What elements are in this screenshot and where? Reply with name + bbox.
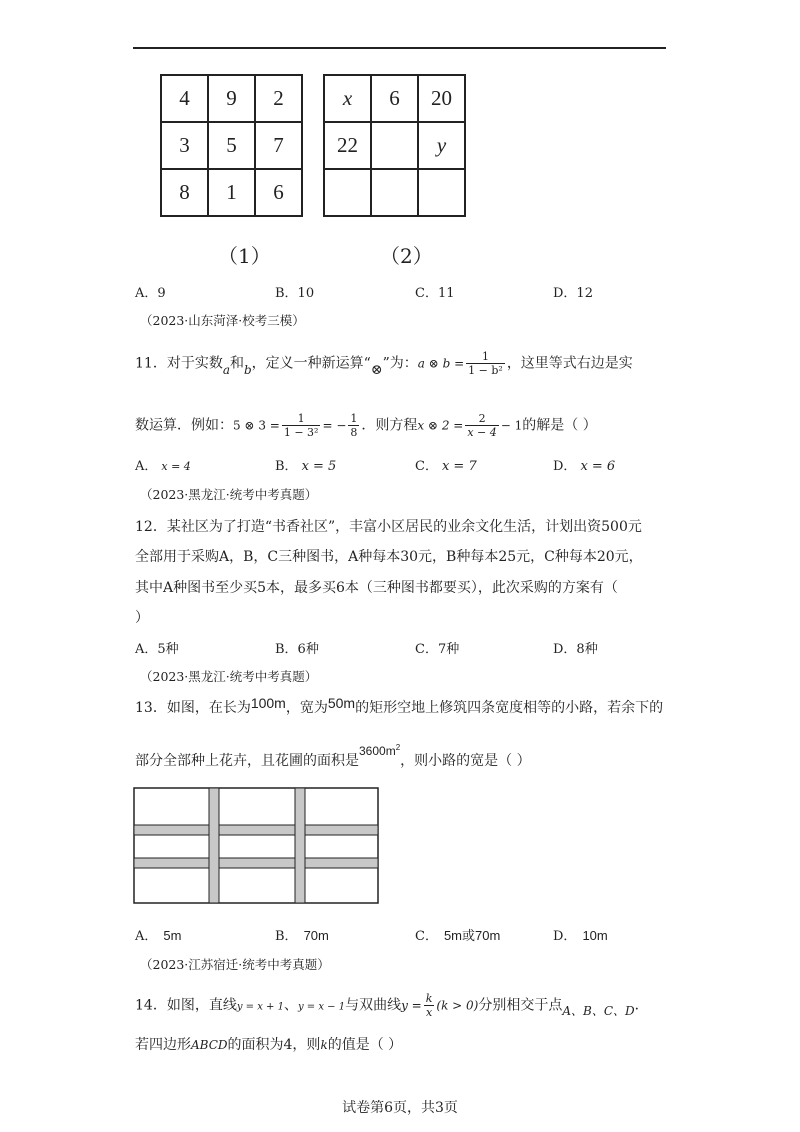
fraction-denominator: x − 4	[467, 426, 497, 439]
q12-option-b: B．6种	[275, 642, 319, 657]
q14-text: 、	[283, 997, 298, 1014]
option-label: C．	[415, 929, 438, 944]
page-footer: 试卷第6页，共3页	[342, 1100, 458, 1116]
q11-def-fraction	[466, 350, 505, 377]
fraction-numerator: 1	[350, 412, 358, 425]
q14-line-1	[135, 992, 649, 1019]
q14-text: 14．如图，直线	[135, 997, 237, 1014]
q12-line-4: ）	[135, 610, 149, 626]
source-q13: （2023·黑龙江·统考中考真题）	[140, 669, 318, 684]
grid2-cell	[371, 122, 418, 169]
q14-hyperbola-fraction	[424, 992, 435, 1019]
grid1-cell: 9	[208, 75, 255, 122]
q13-line-2	[135, 743, 531, 770]
source-q11: （2023·山东菏泽·校考三模）	[140, 313, 305, 328]
option-label: B．	[275, 929, 298, 944]
q13-option-b	[275, 925, 329, 944]
q11-def-lhs: a ⊗ b =	[417, 356, 465, 371]
option-value: x = 6	[580, 459, 616, 474]
q13-option-a	[135, 925, 181, 944]
q11-line-1	[135, 350, 633, 377]
q14-text: ．	[634, 997, 649, 1014]
grid1-cell: 6	[255, 169, 302, 216]
q13-line-1	[135, 697, 663, 717]
grid2-cell	[418, 169, 465, 216]
fraction-numerator: 1	[282, 412, 321, 426]
q12-option-c: C．7种	[415, 642, 460, 657]
q11-text: ，这里等式右边是实	[506, 355, 633, 372]
q12-line-3: 其中A种图书至少买5本，最多买6本（三种图书都要买），此次采购的方案有（	[135, 580, 618, 596]
q11-line-2	[135, 412, 597, 439]
q14-hyperbola-condition: (k > 0)	[436, 998, 479, 1013]
q14-text: 的值是（ ）	[327, 1037, 403, 1053]
q13-text: 的矩形空地上修筑四条宽度相等的小路，若余下的	[355, 700, 664, 716]
q11-text: 和	[229, 355, 244, 372]
q12-line-2: 全部用于采购A，B，C三种图书，A种每本30元，B种每本25元，C种每本20元，	[135, 549, 643, 565]
caption-1: （1）	[218, 244, 271, 268]
q13-option-d	[553, 925, 608, 944]
q14-text: 若四边形	[135, 1037, 191, 1053]
intersection	[210, 826, 218, 834]
option-label: B．	[275, 459, 298, 474]
q10-option-a: A．9	[135, 286, 166, 301]
magic-square-1	[160, 74, 303, 217]
caption-2: （2）	[380, 244, 433, 268]
fraction-denominator: 1 − 3²	[283, 426, 319, 439]
horizontal-road	[134, 858, 378, 868]
q14-text: 与双曲线	[345, 997, 402, 1014]
grid1-cell: 8	[161, 169, 208, 216]
q14-hyperbola-lhs: y =	[401, 998, 422, 1013]
grid2-cell: 22	[324, 122, 371, 169]
q14-text: 的面积为4，则	[227, 1037, 321, 1053]
q11-example-fraction-1	[282, 412, 321, 439]
q10-option-d: D．12	[553, 286, 593, 301]
q11-text: 数运算．例如：	[135, 417, 233, 434]
q11-example-lhs: 5 ⊗ 3 =	[233, 418, 280, 433]
intersection	[296, 826, 304, 834]
q11-text: 11．对于实数	[135, 355, 223, 372]
q12-line-1: 12．某社区为了打造“书香社区”，丰富小区居民的业余文化生活，计划出资500元	[135, 519, 642, 535]
option-label: C．	[415, 459, 438, 474]
q11-text: ”为：	[382, 355, 418, 372]
fraction-denominator: 1 − b²	[468, 364, 503, 377]
q10-option-b: B．10	[275, 286, 315, 301]
grid2-cell	[324, 169, 371, 216]
q11-option-b	[275, 455, 336, 474]
q11-text: ，定义一种新运算“	[251, 355, 371, 372]
grid1-cell: 7	[255, 122, 302, 169]
q13-width: 50m	[327, 695, 356, 711]
fraction-numerator: 2	[465, 412, 498, 426]
option-label: D．	[553, 929, 577, 944]
q11-option-c	[415, 455, 477, 474]
road-diagram	[133, 787, 379, 904]
q11-example-eq: = −	[322, 418, 347, 433]
source-q12: （2023·黑龙江·统考中考真题）	[140, 487, 318, 502]
fraction-denominator: 8	[350, 426, 358, 439]
q14-line-eq-1: y = x + 1	[236, 1001, 284, 1013]
q12-option-a: A．5种	[135, 642, 179, 657]
intersection	[210, 859, 218, 867]
q11-text: ．则方程	[361, 417, 418, 434]
fraction-numerator: 1	[466, 350, 505, 364]
option-value: x = 7	[441, 459, 477, 474]
q14-line-eq-2: y = x − 1	[297, 1001, 346, 1013]
field-rect	[134, 788, 378, 903]
header-rule	[133, 47, 666, 49]
grid2-cell: x	[324, 75, 371, 122]
q13-text: 部分全部种上花卉，且花圃的面积是	[135, 753, 359, 769]
q10-option-c: C．11	[415, 286, 455, 301]
horizontal-road	[134, 825, 378, 835]
option-value: 70m	[303, 928, 329, 943]
grid1-cell: 3	[161, 122, 208, 169]
vertical-road	[209, 788, 219, 903]
q11-text: 的解是（ ）	[522, 417, 597, 434]
q11-option-d	[553, 455, 615, 474]
q14-quadrilateral: ABCD	[191, 1038, 228, 1052]
q14-var-k: k	[320, 1038, 328, 1052]
option-value: 10m	[582, 928, 608, 943]
q11-equation-tail: − 1	[500, 418, 523, 433]
area-value: 3600m	[359, 744, 396, 758]
q13-text: 13．如图，在长为	[135, 700, 251, 716]
grid1-cell: 5	[208, 122, 255, 169]
source-q14: （2023·江苏宿迁·统考中考真题）	[140, 957, 330, 972]
option-label: A．	[135, 459, 158, 474]
q14-points: A、B、C、D	[562, 1003, 635, 1018]
q11-var-a: a	[222, 362, 230, 377]
option-label: D．	[553, 459, 577, 474]
grid1-cell: 2	[255, 75, 302, 122]
q12-option-d: D．8种	[553, 642, 598, 657]
q11-operator: ⊗	[370, 361, 383, 378]
q11-equation-fraction	[465, 412, 498, 439]
fraction-denominator: x	[425, 1006, 433, 1019]
q14-text: 分别相交于点	[478, 997, 563, 1014]
grid2-cell	[371, 169, 418, 216]
option-value: 5m	[163, 928, 182, 943]
option-value: 5m或70m	[443, 928, 501, 943]
q11-option-a	[135, 455, 191, 474]
q11-var-b: b	[243, 362, 252, 377]
q13-area	[359, 744, 400, 758]
q14-line-2	[135, 1034, 402, 1054]
grid1-cell: 1	[208, 169, 255, 216]
magic-square-2	[323, 74, 466, 217]
q13-length: 100m	[250, 695, 286, 711]
vertical-road	[295, 788, 305, 903]
option-value: x = 4	[161, 460, 191, 473]
option-value: x = 5	[301, 459, 337, 474]
q13-text: ，则小路的宽是（ ）	[400, 753, 531, 769]
intersection	[296, 859, 304, 867]
grid1-cell: 4	[161, 75, 208, 122]
grid2-cell: 20	[418, 75, 465, 122]
q13-text: ，宽为	[285, 700, 328, 716]
q11-example-fraction-2	[348, 412, 359, 439]
area-exponent: 2	[395, 743, 401, 752]
option-label: A．	[135, 929, 158, 944]
grid2-cell: y	[418, 122, 465, 169]
fraction-numerator: k	[425, 992, 433, 1005]
q13-option-c	[415, 925, 500, 944]
grid2-cell: 6	[371, 75, 418, 122]
q11-equation-lhs: x ⊗ 2 =	[417, 418, 464, 433]
